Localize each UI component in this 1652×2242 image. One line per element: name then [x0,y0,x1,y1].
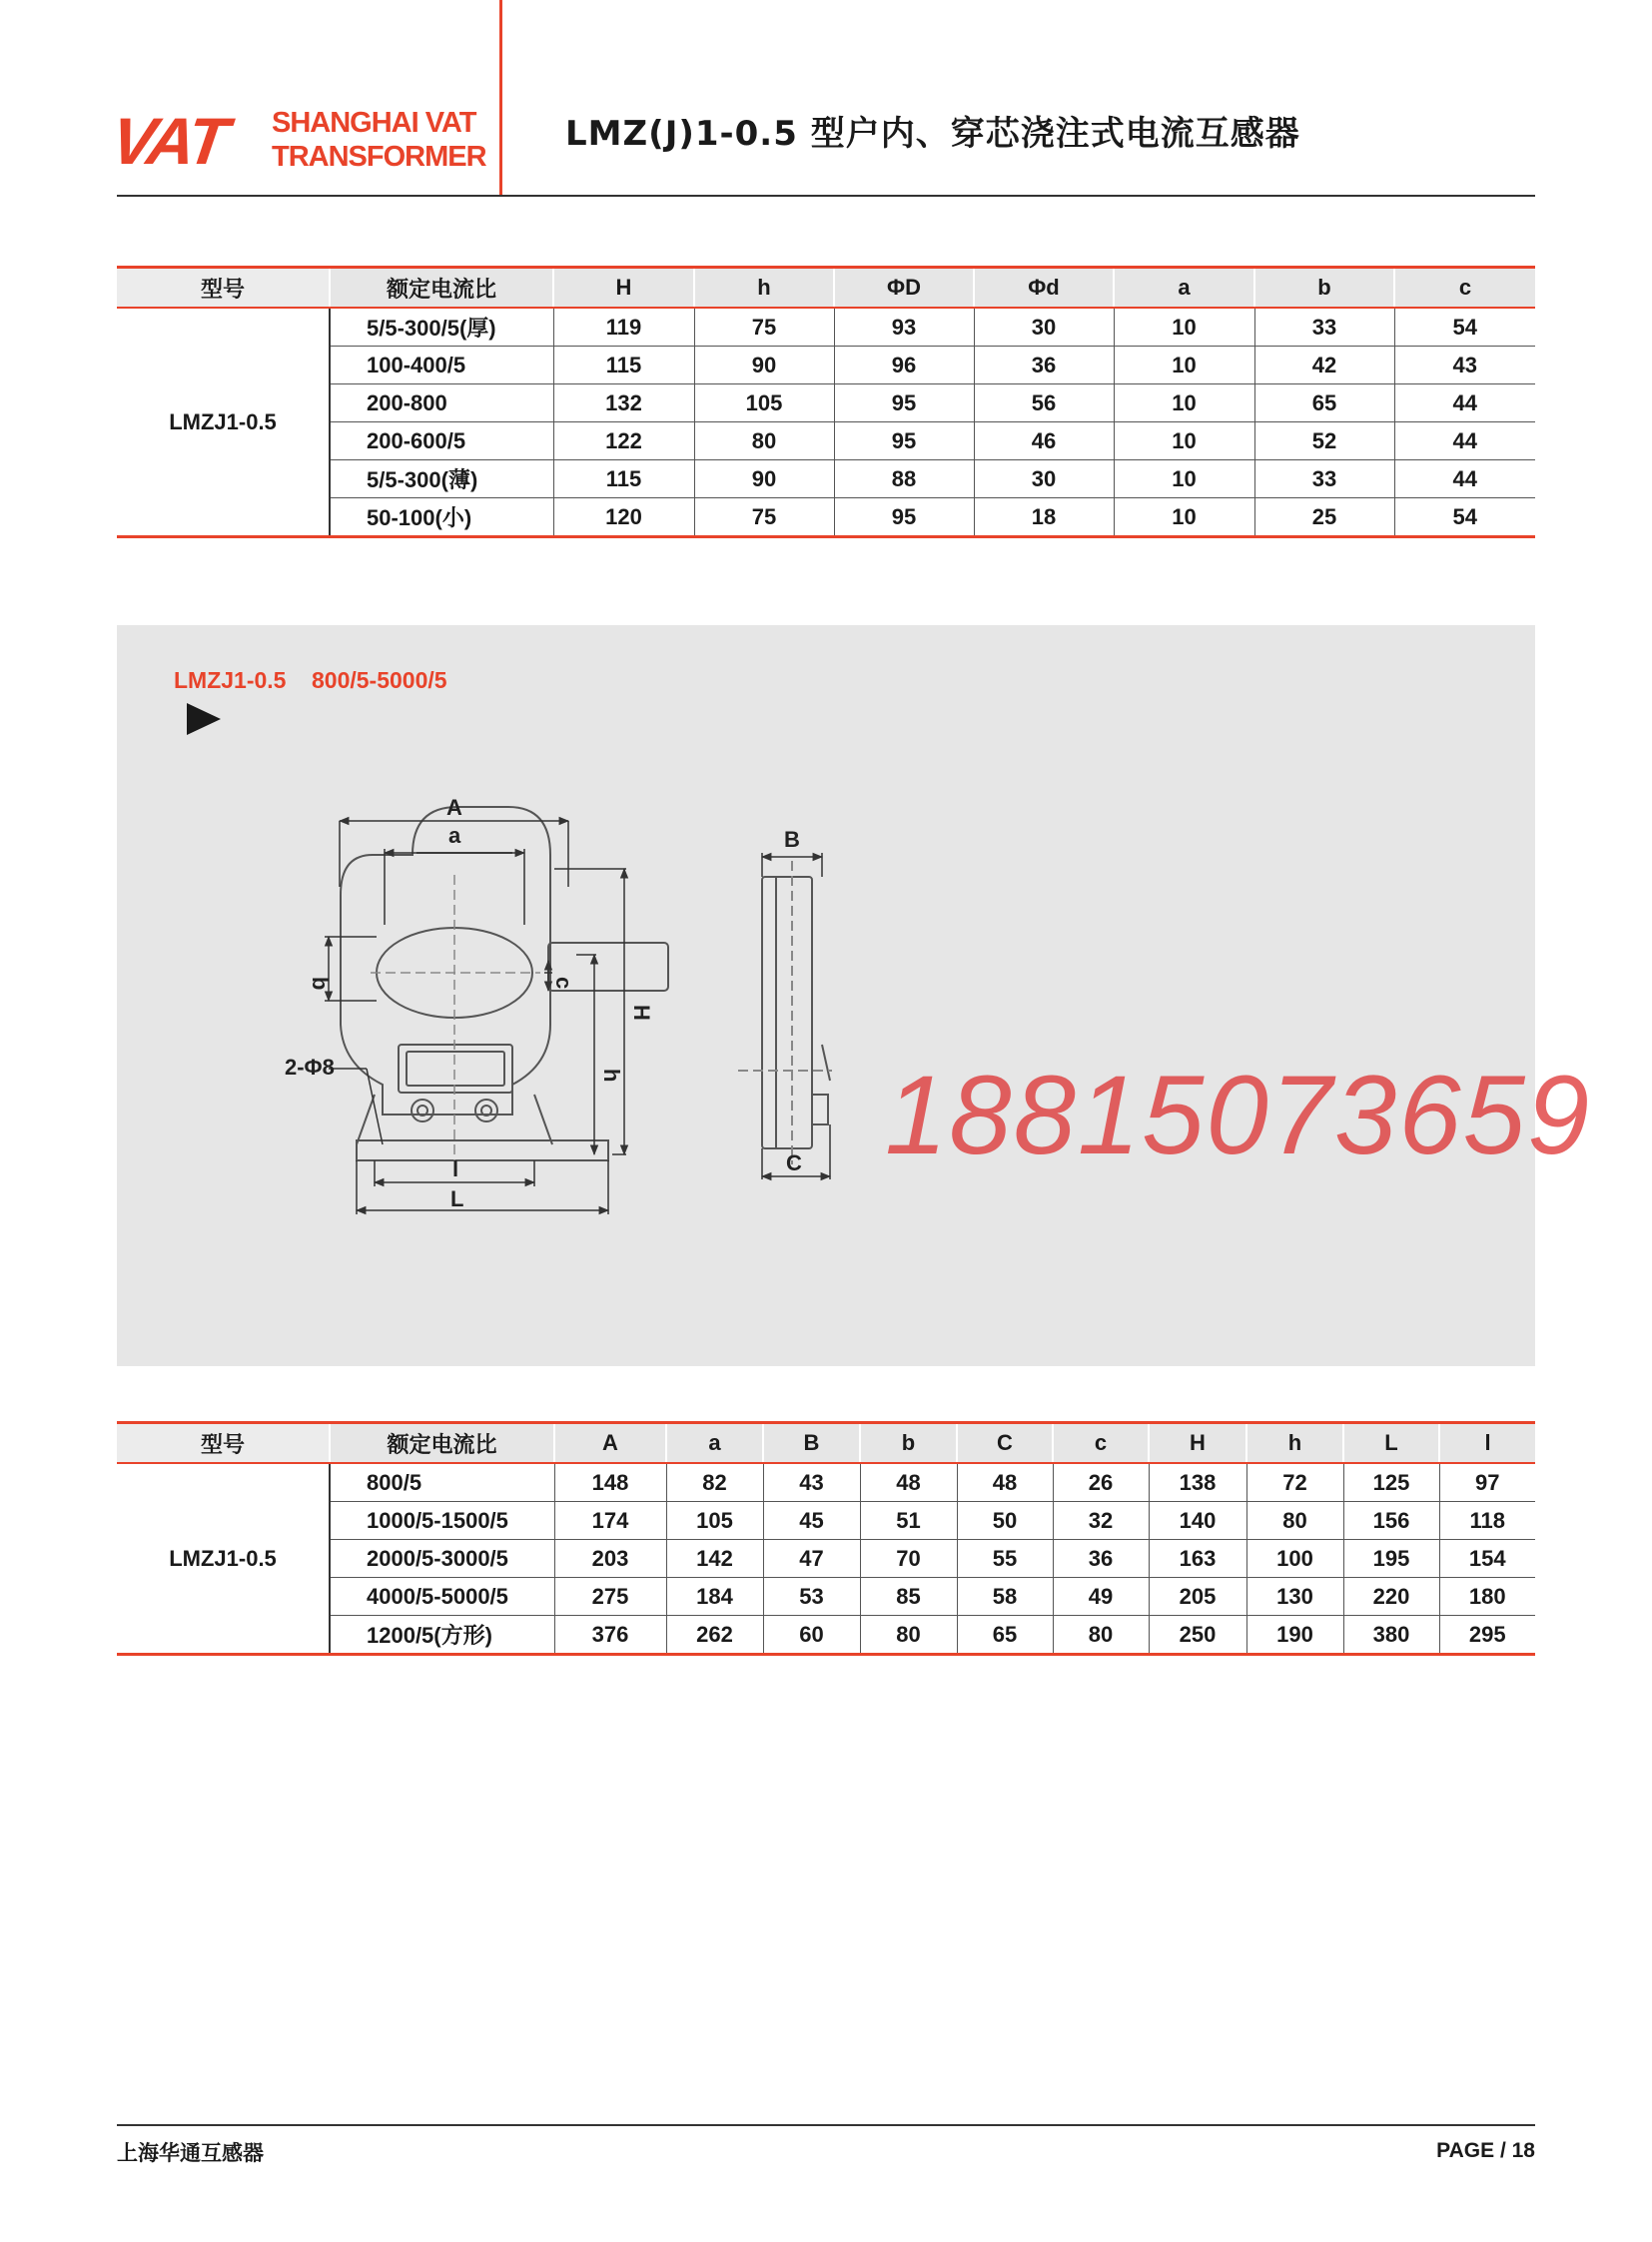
value-cell: 65 [957,1616,1053,1655]
dim-label-A: A [446,795,462,820]
dim-label-c: c [551,977,576,990]
dim-label-C: C [786,1150,802,1175]
ratio-cell: 4000/5-5000/5 [330,1578,554,1616]
value-cell: 42 [1254,347,1394,384]
value-cell: 115 [553,460,694,498]
value-cell: 50 [957,1502,1053,1540]
ratio-cell: 200-800 [330,384,553,422]
table-row [117,308,1535,347]
header-divider [499,0,502,196]
value-cell: 82 [666,1463,763,1502]
value-cell: 295 [1439,1616,1535,1655]
table1-header: 额定电流比 [330,268,553,309]
table2-header: A [554,1423,666,1464]
value-cell: 75 [694,308,834,347]
value-cell: 142 [666,1540,763,1578]
value-cell: 163 [1149,1540,1246,1578]
value-cell: 85 [860,1578,957,1616]
value-cell: 44 [1394,422,1535,460]
company-logo: VAT [106,104,231,178]
dim-label-l: l [452,1156,459,1181]
page-number: PAGE / 18 [1436,2139,1535,2162]
ratio-cell: 50-100(小) [330,498,553,537]
table1-header: c [1394,268,1535,309]
value-cell: 100 [1246,1540,1343,1578]
ratio-cell: 200-600/5 [330,422,553,460]
value-cell: 47 [763,1540,860,1578]
header-rule [117,195,1535,197]
dim-label-b: b [308,977,333,991]
phone-watermark: 18815073659 [885,1053,1592,1177]
value-cell: 10 [1114,384,1254,422]
value-cell: 51 [860,1502,957,1540]
dim-label-a: a [448,823,461,848]
value-cell: 205 [1149,1578,1246,1616]
value-cell: 80 [1246,1502,1343,1540]
table-row [117,460,1535,498]
value-cell: 140 [1149,1502,1246,1540]
value-cell: 48 [957,1463,1053,1502]
table-row [117,1578,1535,1616]
value-cell: 180 [1439,1578,1535,1616]
value-cell: 80 [694,422,834,460]
dim-label-h: h [599,1069,624,1083]
value-cell: 54 [1394,498,1535,537]
table2-header: H [1149,1423,1246,1464]
table1-header: H [553,268,694,309]
value-cell: 190 [1246,1616,1343,1655]
drawing-model-label: LMZJ1-0.5 [174,667,287,693]
table-row [117,1463,1535,1502]
value-cell: 118 [1439,1502,1535,1540]
table2-header: c [1053,1423,1149,1464]
table-row [117,422,1535,460]
model-cell: LMZJ1-0.5 [169,408,277,434]
value-cell: 105 [666,1502,763,1540]
table-row [117,498,1535,537]
value-cell: 25 [1254,498,1394,537]
value-cell: 262 [666,1616,763,1655]
table-row [117,1540,1535,1578]
table1-header: 型号 [117,268,330,309]
value-cell: 90 [694,347,834,384]
value-cell: 46 [974,422,1114,460]
value-cell: 130 [1246,1578,1343,1616]
value-cell: 75 [694,498,834,537]
value-cell: 53 [763,1578,860,1616]
value-cell: 54 [1394,308,1535,347]
table1-header: a [1114,268,1254,309]
table2-header: 型号 [117,1423,330,1464]
value-cell: 95 [834,498,974,537]
ratio-cell: 800/5 [330,1463,554,1502]
value-cell: 33 [1254,460,1394,498]
value-cell: 26 [1053,1463,1149,1502]
drawing-panel [117,625,1535,1366]
model-cell: LMZJ1-0.5 [169,1545,277,1571]
value-cell: 72 [1246,1463,1343,1502]
side-view [738,861,832,1164]
table1-header: Φd [974,268,1114,309]
footer-company: 上海华通互感器 [117,2141,264,2165]
ratio-cell: 5/5-300(薄) [330,460,553,498]
table2-header: L [1343,1423,1439,1464]
value-cell: 45 [763,1502,860,1540]
value-cell: 32 [1053,1502,1149,1540]
value-cell: 203 [554,1540,666,1578]
value-cell: 275 [554,1578,666,1616]
value-cell: 220 [1343,1578,1439,1616]
ratio-cell: 1200/5(方形) [330,1616,554,1655]
value-cell: 88 [834,460,974,498]
footer-rule [117,2124,1535,2126]
value-cell: 156 [1343,1502,1439,1540]
value-cell: 10 [1114,498,1254,537]
value-cell: 58 [957,1578,1053,1616]
spec-table-1 [117,266,1535,538]
value-cell: 115 [553,347,694,384]
dim-label-L: L [450,1186,464,1211]
value-cell: 30 [974,460,1114,498]
value-cell: 122 [553,422,694,460]
ratio-cell: 1000/5-1500/5 [330,1502,554,1540]
table-row [117,384,1535,422]
value-cell: 95 [834,384,974,422]
table2-header: B [763,1423,860,1464]
value-cell: 96 [834,347,974,384]
value-cell: 90 [694,460,834,498]
ratio-cell: 5/5-300/5(厚) [330,308,553,347]
table1-header: ΦD [834,268,974,309]
value-cell: 70 [860,1540,957,1578]
value-cell: 56 [974,384,1114,422]
table-row [117,1616,1535,1655]
ratio-cell: 100-400/5 [330,347,553,384]
value-cell: 43 [1394,347,1535,384]
value-cell: 65 [1254,384,1394,422]
value-cell: 250 [1149,1616,1246,1655]
company-name-line1: SHANGHAI VAT [272,107,476,139]
table2-header: b [860,1423,957,1464]
value-cell: 93 [834,308,974,347]
value-cell: 10 [1114,308,1254,347]
value-cell: 154 [1439,1540,1535,1578]
table1-header: b [1254,268,1394,309]
value-cell: 174 [554,1502,666,1540]
arrow-right-icon [187,703,221,735]
spec-table-2 [117,1421,1535,1656]
value-cell: 18 [974,498,1114,537]
table-row [117,1502,1535,1540]
value-cell: 60 [763,1616,860,1655]
value-cell: 132 [553,384,694,422]
value-cell: 138 [1149,1463,1246,1502]
value-cell: 120 [553,498,694,537]
dim-label-B: B [784,827,800,852]
table-row [117,347,1535,384]
value-cell: 184 [666,1578,763,1616]
value-cell: 380 [1343,1616,1439,1655]
value-cell: 105 [694,384,834,422]
value-cell: 80 [1053,1616,1149,1655]
value-cell: 33 [1254,308,1394,347]
value-cell: 52 [1254,422,1394,460]
dim-label-H: H [629,1005,654,1021]
value-cell: 10 [1114,460,1254,498]
value-cell: 119 [553,308,694,347]
value-cell: 10 [1114,422,1254,460]
table2-header: 额定电流比 [330,1423,554,1464]
value-cell: 80 [860,1616,957,1655]
table1-header: h [694,268,834,309]
drawing-range-label: 800/5-5000/5 [312,667,447,693]
value-cell: 10 [1114,347,1254,384]
ratio-cell: 2000/5-3000/5 [330,1540,554,1578]
dim-label-hole: 2-Φ8 [285,1055,335,1080]
page-title: LMZ(J)1-0.5 型户内、穿芯浇注式电流互感器 [565,114,1300,154]
company-name [272,106,486,174]
table2-header: h [1246,1423,1343,1464]
table2-header: l [1439,1423,1535,1464]
table1-header-row [117,268,1535,309]
value-cell: 36 [1053,1540,1149,1578]
value-cell: 30 [974,308,1114,347]
value-cell: 49 [1053,1578,1149,1616]
value-cell: 55 [957,1540,1053,1578]
value-cell: 48 [860,1463,957,1502]
table2-header: a [666,1423,763,1464]
value-cell: 195 [1343,1540,1439,1578]
company-name-line2: TRANSFORMER [272,141,486,173]
value-cell: 43 [763,1463,860,1502]
table2-header-row [117,1423,1535,1464]
dimension-drawing [117,625,1535,1366]
value-cell: 148 [554,1463,666,1502]
value-cell: 376 [554,1616,666,1655]
value-cell: 97 [1439,1463,1535,1502]
value-cell: 44 [1394,460,1535,498]
table2-header: C [957,1423,1053,1464]
value-cell: 125 [1343,1463,1439,1502]
value-cell: 36 [974,347,1114,384]
value-cell: 44 [1394,384,1535,422]
value-cell: 95 [834,422,974,460]
